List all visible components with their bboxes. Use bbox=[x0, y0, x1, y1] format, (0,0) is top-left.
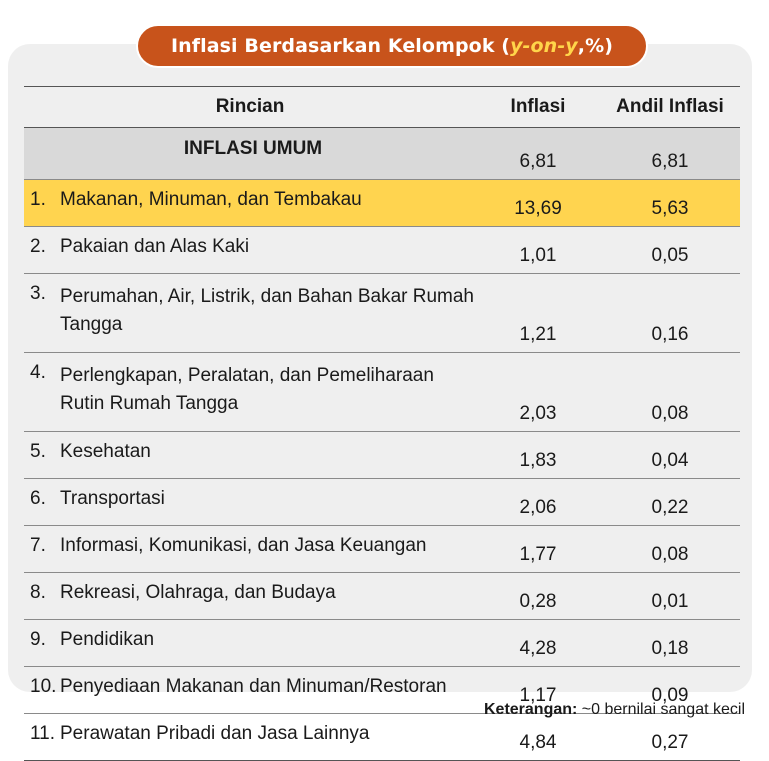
row-inflasi: 1,17 bbox=[476, 667, 600, 714]
row-inflasi: 2,06 bbox=[476, 479, 600, 526]
table-row bbox=[24, 620, 740, 667]
inflation-table bbox=[24, 86, 740, 761]
row-andil: 0,09 bbox=[600, 667, 740, 714]
title-main: Inflasi Berdasarkan Kelompok ( bbox=[170, 35, 511, 57]
header-andil: Andil Inflasi bbox=[600, 87, 740, 128]
row-number: 9. bbox=[30, 629, 46, 650]
row-inflasi: 1,21 bbox=[476, 274, 600, 353]
title-emphasis: y-on-y bbox=[510, 35, 578, 57]
table-row bbox=[24, 573, 740, 620]
row-label: Penyediaan Makanan dan Minuman/Restoran bbox=[60, 676, 447, 697]
row-number: 5. bbox=[30, 441, 46, 462]
row-label: Perlengkapan, Peralatan, dan Pemeliharaan Rutin Rumah Tangga bbox=[60, 365, 434, 414]
row-number: 6. bbox=[30, 488, 46, 509]
row-andil: 0,18 bbox=[600, 620, 740, 667]
row-andil: 0,16 bbox=[600, 274, 740, 353]
row-inflasi: 1,83 bbox=[476, 432, 600, 479]
umum-inflasi: 6,81 bbox=[476, 128, 600, 180]
row-label: Informasi, Komunikasi, dan Jasa Keuangan bbox=[60, 535, 427, 556]
row-inflasi: 13,69 bbox=[476, 180, 600, 227]
table-title bbox=[136, 24, 648, 68]
footnote bbox=[484, 701, 745, 719]
row-inflasi: 1,77 bbox=[476, 526, 600, 573]
row-number: 2. bbox=[30, 236, 46, 257]
row-label: Pakaian dan Alas Kaki bbox=[60, 236, 250, 257]
header-row bbox=[24, 87, 740, 128]
umum-andil: 6,81 bbox=[600, 128, 740, 180]
table-row bbox=[24, 227, 740, 274]
row-label: Makanan, Minuman, dan Tembakau bbox=[60, 189, 362, 210]
title-tail: ,%) bbox=[577, 35, 614, 57]
row-number: 8. bbox=[30, 582, 46, 603]
row-inflasi-umum bbox=[24, 128, 740, 180]
row-andil: 0,08 bbox=[600, 526, 740, 573]
row-label: Perumahan, Air, Listrik, dan Bahan Bakar Rumah Tangga bbox=[60, 286, 475, 335]
table-row bbox=[24, 432, 740, 479]
table-row bbox=[24, 714, 740, 761]
row-inflasi: 4,84 bbox=[476, 714, 600, 761]
row-andil: 0,22 bbox=[600, 479, 740, 526]
row-number: 3. bbox=[30, 283, 46, 304]
footnote-text: ~0 bernilai sangat kecil bbox=[577, 701, 745, 718]
row-andil: 0,27 bbox=[600, 714, 740, 761]
row-label: Transportasi bbox=[60, 488, 165, 509]
header-inflasi: Inflasi bbox=[476, 87, 600, 128]
row-label: Kesehatan bbox=[60, 441, 151, 462]
table-row bbox=[24, 479, 740, 526]
row-andil: 0,04 bbox=[600, 432, 740, 479]
row-andil: 5,63 bbox=[600, 180, 740, 227]
row-label: Pendidikan bbox=[60, 629, 155, 650]
row-inflasi: 0,28 bbox=[476, 573, 600, 620]
row-inflasi: 2,03 bbox=[476, 353, 600, 432]
row-inflasi: 4,28 bbox=[476, 620, 600, 667]
row-label: Perawatan Pribadi dan Jasa Lainnya bbox=[60, 723, 370, 744]
umum-label: INFLASI UMUM bbox=[24, 128, 476, 180]
row-label: Rekreasi, Olahraga, dan Budaya bbox=[60, 582, 336, 603]
row-number: 4. bbox=[30, 362, 46, 383]
table-row bbox=[24, 180, 740, 227]
row-inflasi: 1,01 bbox=[476, 227, 600, 274]
table-row bbox=[24, 353, 740, 432]
row-andil: 0,08 bbox=[600, 353, 740, 432]
footnote-label: Keterangan: bbox=[483, 701, 578, 718]
row-number: 10. bbox=[30, 676, 57, 697]
row-number: 7. bbox=[30, 535, 46, 556]
row-number: 1. bbox=[30, 189, 46, 210]
row-andil: 0,01 bbox=[600, 573, 740, 620]
table-row bbox=[24, 526, 740, 573]
row-andil: 0,05 bbox=[600, 227, 740, 274]
row-number: 11. bbox=[30, 723, 56, 744]
header-rincian: Rincian bbox=[24, 87, 476, 128]
table-row bbox=[24, 274, 740, 353]
